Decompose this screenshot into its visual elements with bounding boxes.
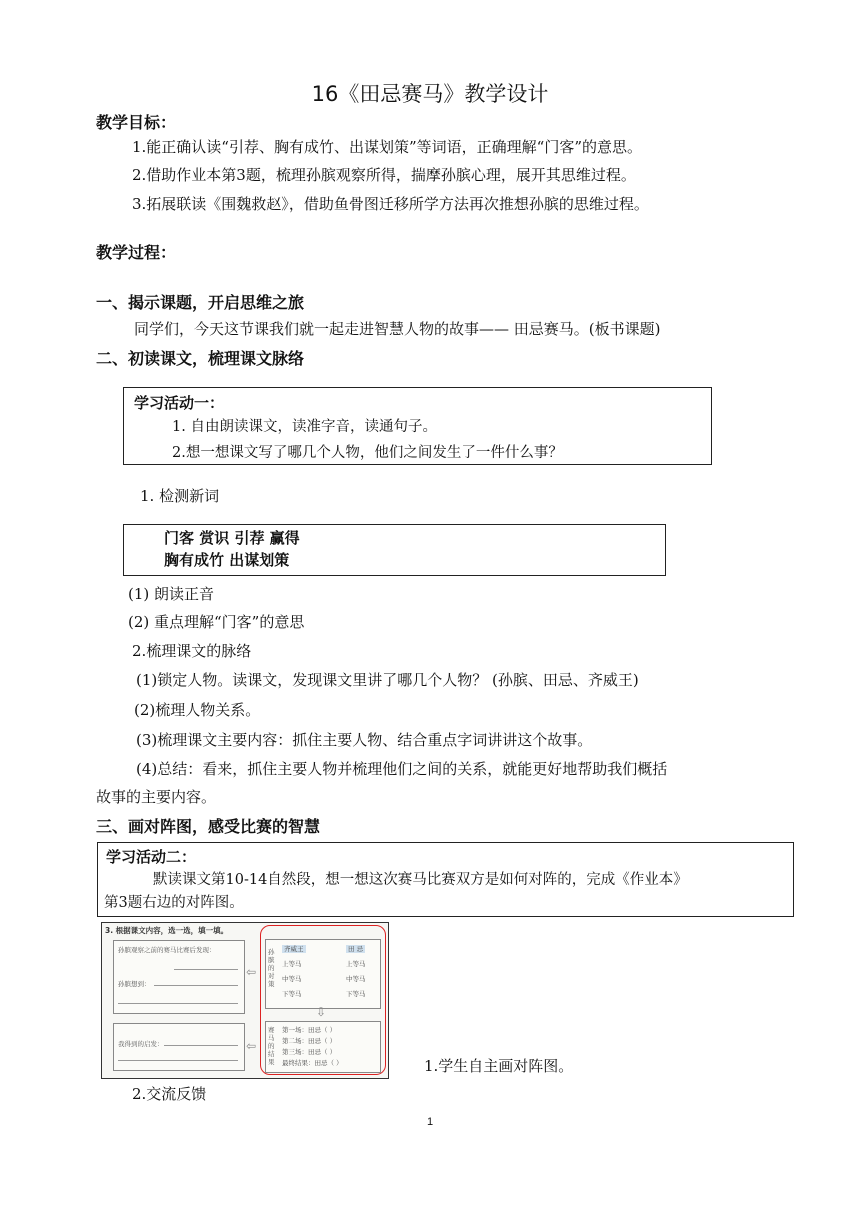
result-row: 第一场：田忌（ ）: [282, 1026, 337, 1034]
blank-line: [164, 1045, 238, 1046]
insight-label: 我得到的启发：: [118, 1040, 164, 1048]
blank-line: [174, 969, 238, 970]
combing-item: (1)锁定人物。读课文，发现课文里讲了哪几个人物？ (孙膑、田忌、齐威王): [136, 671, 639, 689]
page-title: 16《田忌赛马》教学设计: [311, 82, 549, 106]
activity1-title: 学习活动一：: [134, 394, 225, 412]
worksheet-header: 3. 根据课文内容，选一选，填一填。: [105, 926, 229, 935]
worksheet-image: [101, 922, 389, 1079]
arrow-icon: ⇦: [246, 965, 257, 979]
sub-step: (2) 重点理解“门客”的意思: [128, 613, 305, 631]
tian-ji-label: 田 忌: [348, 945, 364, 953]
activity2-title: 学习活动二：: [106, 848, 197, 866]
insight-panel: [113, 1023, 245, 1071]
observation-panel: [113, 940, 245, 1014]
vocab-box: [123, 524, 666, 576]
result-row: 最终结果：田忌（ ）: [282, 1059, 343, 1067]
vocab-row: 胸有成竹 出谋划策: [164, 551, 290, 569]
result-row: 第二场：田忌（ ）: [282, 1037, 337, 1045]
qi-weiwang-label: 齐威王: [284, 945, 304, 953]
objective-item: 2.借助作业本第3题，梳理孙膑观察所得，揣摩孙膑心理，展开其思维过程。: [132, 166, 636, 184]
down-arrow-icon: ⇩: [316, 1005, 327, 1019]
process-heading: 教学过程：: [96, 243, 177, 262]
section3-heading: 三、画对阵图，感受比赛的智慧: [96, 817, 321, 836]
observation-label: 孙膑观察之前的赛马比赛后发现：: [118, 946, 216, 954]
activity2-line: 默读课文第10-14自然段，想一想这次赛马比赛双方是如何对阵的，完成《作业本》: [153, 872, 688, 888]
combing-item: (3)梳理课文主要内容：抓住主要人物、结合重点字词讲讲这个故事。: [136, 731, 593, 749]
activity1-item: 1. 自由朗读课文，读准字音，读通句子。: [172, 419, 437, 435]
result-row: 第三场：田忌（ ）: [282, 1048, 337, 1056]
thought-label: 孙膑想到：: [118, 980, 151, 988]
activity2-box: [97, 842, 794, 917]
step-2: 2.交流反馈: [132, 1085, 207, 1103]
activity1-item: 2.想一想课文写了哪几个人物，他们之间发生了一件什么事？: [172, 445, 563, 461]
step-1: 1.学生自主画对阵图。: [424, 1057, 574, 1075]
objective-item: 1.能正确认读“引荐、胸有成竹、出谋划策”等词语，正确理解“门客”的意思。: [132, 138, 642, 156]
page-number: 1: [426, 1116, 434, 1128]
horse-cell: 上等马: [282, 960, 302, 968]
objectives-heading: 教学目标：: [96, 113, 177, 132]
blank-line: [118, 1003, 238, 1004]
combing-item-cont: 故事的主要内容。: [96, 788, 217, 806]
sub-step: (1) 朗读正音: [128, 585, 215, 603]
section1-heading: 一、揭示课题，开启思维之旅: [96, 293, 305, 312]
horse-cell: 下等马: [282, 990, 302, 998]
combing-item: (2)梳理人物关系。: [134, 701, 261, 719]
result-panel: [265, 1021, 381, 1073]
activity2-line: 第3题右边的对阵图。: [104, 895, 244, 911]
horse-cell: 中等马: [346, 975, 366, 983]
combing-label: 2.梳理课文的脉络: [132, 642, 252, 660]
vocab-row: 门客 赏识 引荐 赢得: [164, 529, 300, 547]
strategy-side-label: 孙膑的对策: [268, 948, 275, 988]
check-words-label: 1. 检测新词: [140, 487, 220, 505]
combing-item: (4)总结：看来，抓住主要人物并梳理他们之间的关系，就能更好地帮助我们概括: [136, 760, 668, 778]
blank-line: [118, 1060, 238, 1061]
blank-line: [154, 985, 238, 986]
activity1-box: [123, 387, 712, 465]
result-side-label: 赛马的结果: [268, 1026, 275, 1066]
horse-cell: 中等马: [282, 975, 302, 983]
horse-cell: 下等马: [346, 990, 366, 998]
section2-heading: 二、初读课文，梳理课文脉络: [96, 349, 305, 368]
section1-text: 同学们，今天这节课我们就一起走进智慧人物的故事—— 田忌赛马。(板书课题): [134, 320, 661, 338]
arrow-icon: ⇦: [246, 1039, 257, 1053]
horse-cell: 上等马: [346, 960, 366, 968]
strategy-panel: [265, 939, 381, 1009]
objective-item: 3.拓展联读《围魏救赵》，借助鱼骨图迁移所学方法再次推想孙膑的思维过程。: [132, 195, 649, 213]
